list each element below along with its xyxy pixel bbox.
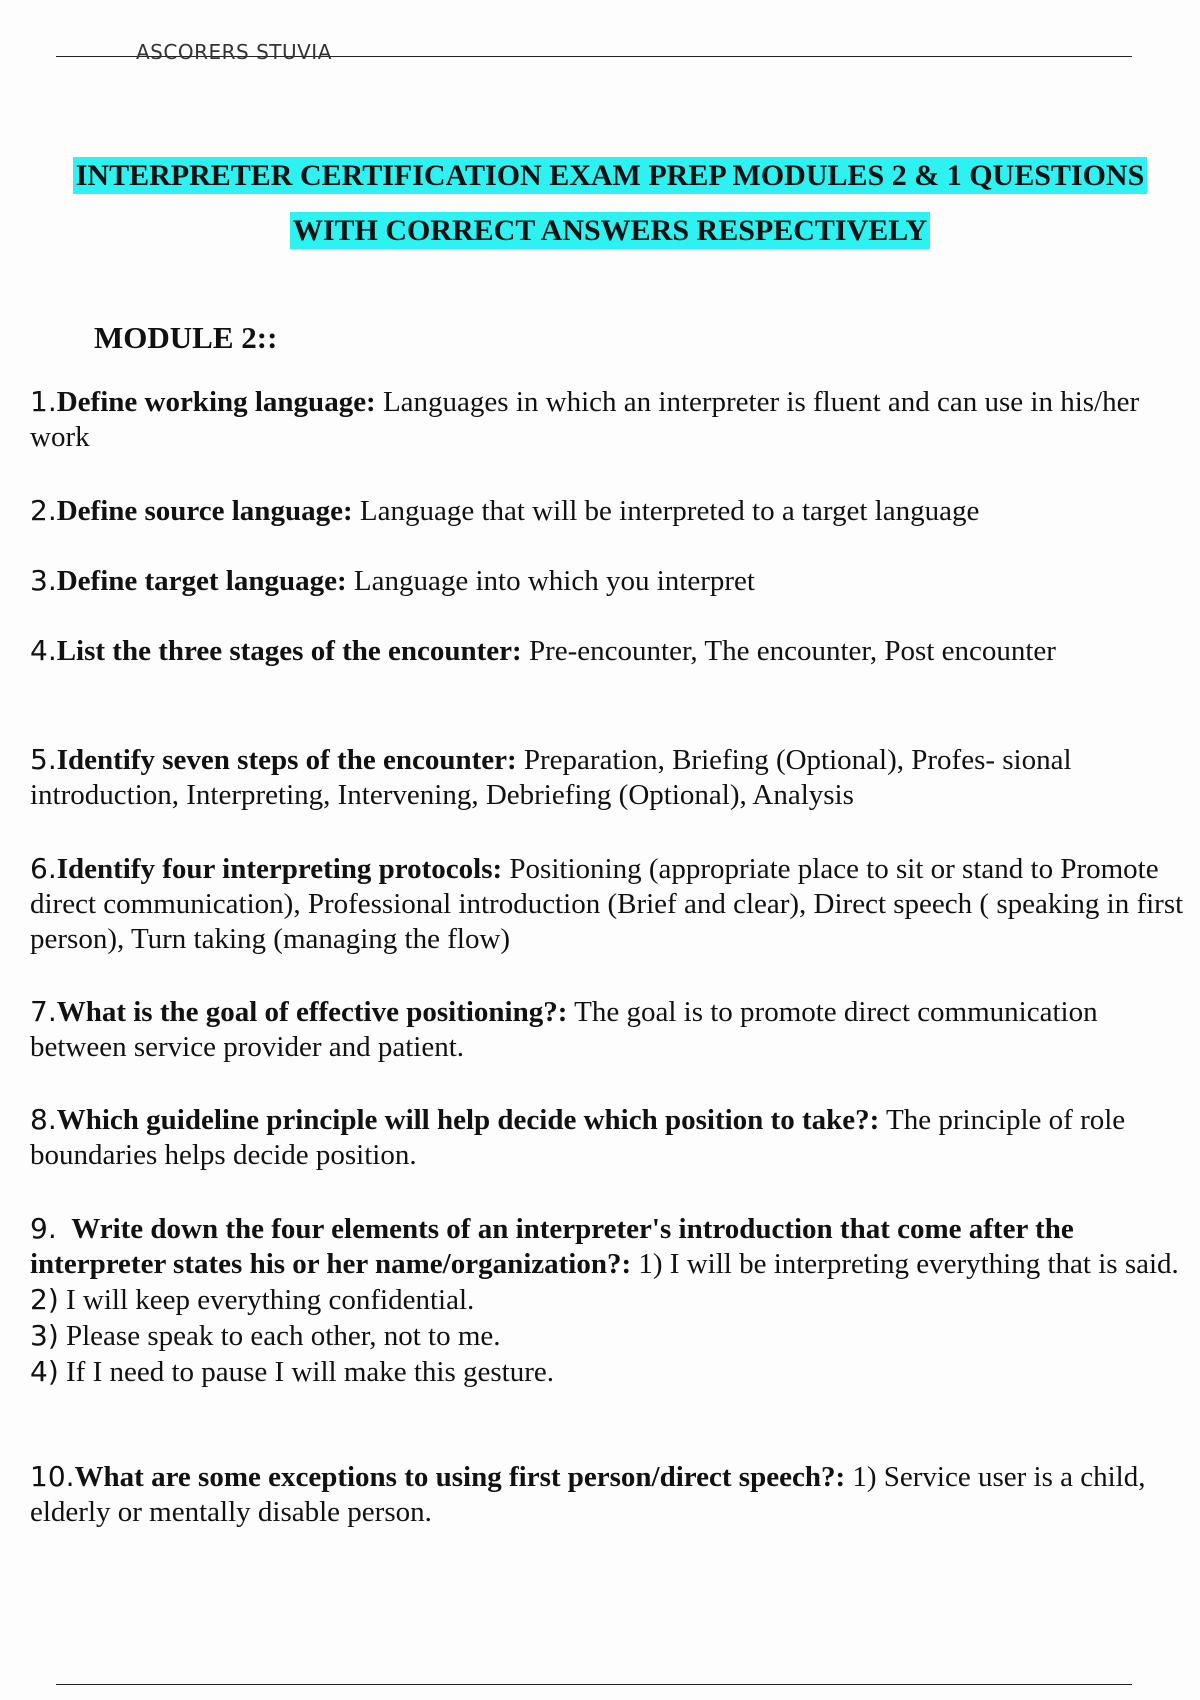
qa-item-5	[30, 742, 1190, 813]
question: Define source language:	[56, 495, 353, 527]
item-number: 3.	[30, 564, 57, 597]
title-line-2: WITH CORRECT ANSWERS RESPECTIVELY	[290, 212, 930, 249]
answer: Preparation, Briefing (Optional), Profes- sional introduction, Interpreting, Intervening, Debriefing (Optional), Analysis	[30, 744, 1072, 811]
answer: Language that will be interpreted to a target language	[352, 495, 980, 527]
question: What is the goal of effective positioning?:	[56, 996, 568, 1028]
item-number: 6.	[30, 852, 57, 885]
item-number: 10.	[30, 1460, 75, 1493]
question: Define working language:	[56, 386, 376, 418]
answer: Languages in which an interpreter is fluent and can use in his/her work	[30, 386, 1140, 453]
qa-item-7	[30, 994, 1190, 1065]
sub-item	[30, 1282, 1190, 1318]
item-number: 7.	[30, 995, 57, 1028]
item-number: 1.	[30, 385, 57, 418]
item-number: 4.	[30, 634, 57, 667]
answer: Positioning (appropriate place to sit or stand to Promote direct communication), Professional introduction (Brief and clear), Direct speech ( speaking in first person), Turn taking (managing the flow)	[30, 853, 1184, 955]
question: Identify four interpreting protocols:	[56, 853, 503, 885]
qa-item-9	[30, 1211, 1190, 1390]
sub-item-text: I will keep everything confidential.	[66, 1284, 475, 1316]
question: Write down the four elements of an interpreter's introduction that come after the interpreter states his or her name/organization?:	[30, 1213, 1074, 1280]
qa-item-10	[30, 1459, 1190, 1530]
sub-item-text: Please speak to each other, not to me.	[66, 1320, 501, 1352]
sub-item	[30, 1318, 1190, 1354]
item-number: 5.	[30, 743, 57, 776]
header-brand: ASCORERS STUVIA	[136, 40, 332, 64]
answer: Pre-encounter, The encounter, Post encounter	[521, 635, 1056, 667]
item-number: 8.	[30, 1103, 57, 1136]
module-heading: MODULE 2::	[94, 320, 278, 355]
question: Identify seven steps of the encounter:	[56, 744, 517, 776]
question: Which guideline principle will help decide which position to take?:	[56, 1104, 880, 1136]
sub-item-text: If I need to pause I will make this gesture.	[66, 1356, 555, 1388]
sub-item-number: 2)	[30, 1283, 59, 1316]
title-line-1: INTERPRETER CERTIFICATION EXAM PREP MODULES 2 & 1 QUESTIONS	[73, 157, 1148, 194]
qa-item-8	[30, 1102, 1190, 1173]
answer: Language into which you interpret	[346, 565, 755, 597]
question: List the three stages of the encounter:	[56, 635, 522, 667]
document-title	[30, 148, 1190, 258]
answer: 1) Service user is a child, elderly or mentally disable person.	[30, 1461, 1146, 1528]
footer-rule	[56, 1684, 1132, 1685]
sub-item-number: 4)	[30, 1355, 59, 1388]
qa-item-3	[30, 563, 1190, 599]
qa-item-4	[30, 633, 1190, 669]
item-number: 2.	[30, 494, 57, 527]
question: What are some exceptions to using first person/direct speech?:	[74, 1461, 846, 1493]
answer: The goal is to promote direct communication between service provider and patient.	[30, 996, 1098, 1063]
sub-item-number: 3)	[30, 1319, 59, 1352]
answer: The principle of role boundaries helps decide position.	[30, 1104, 1126, 1171]
qa-item-1	[30, 384, 1190, 455]
qa-item-2	[30, 493, 1190, 529]
sub-item	[30, 1354, 1190, 1390]
qa-item-6	[30, 851, 1190, 957]
question: Define target language:	[56, 565, 347, 597]
item-number: 9.	[30, 1212, 57, 1245]
answer: 1) I will be interpreting everything that is said.	[631, 1248, 1179, 1280]
